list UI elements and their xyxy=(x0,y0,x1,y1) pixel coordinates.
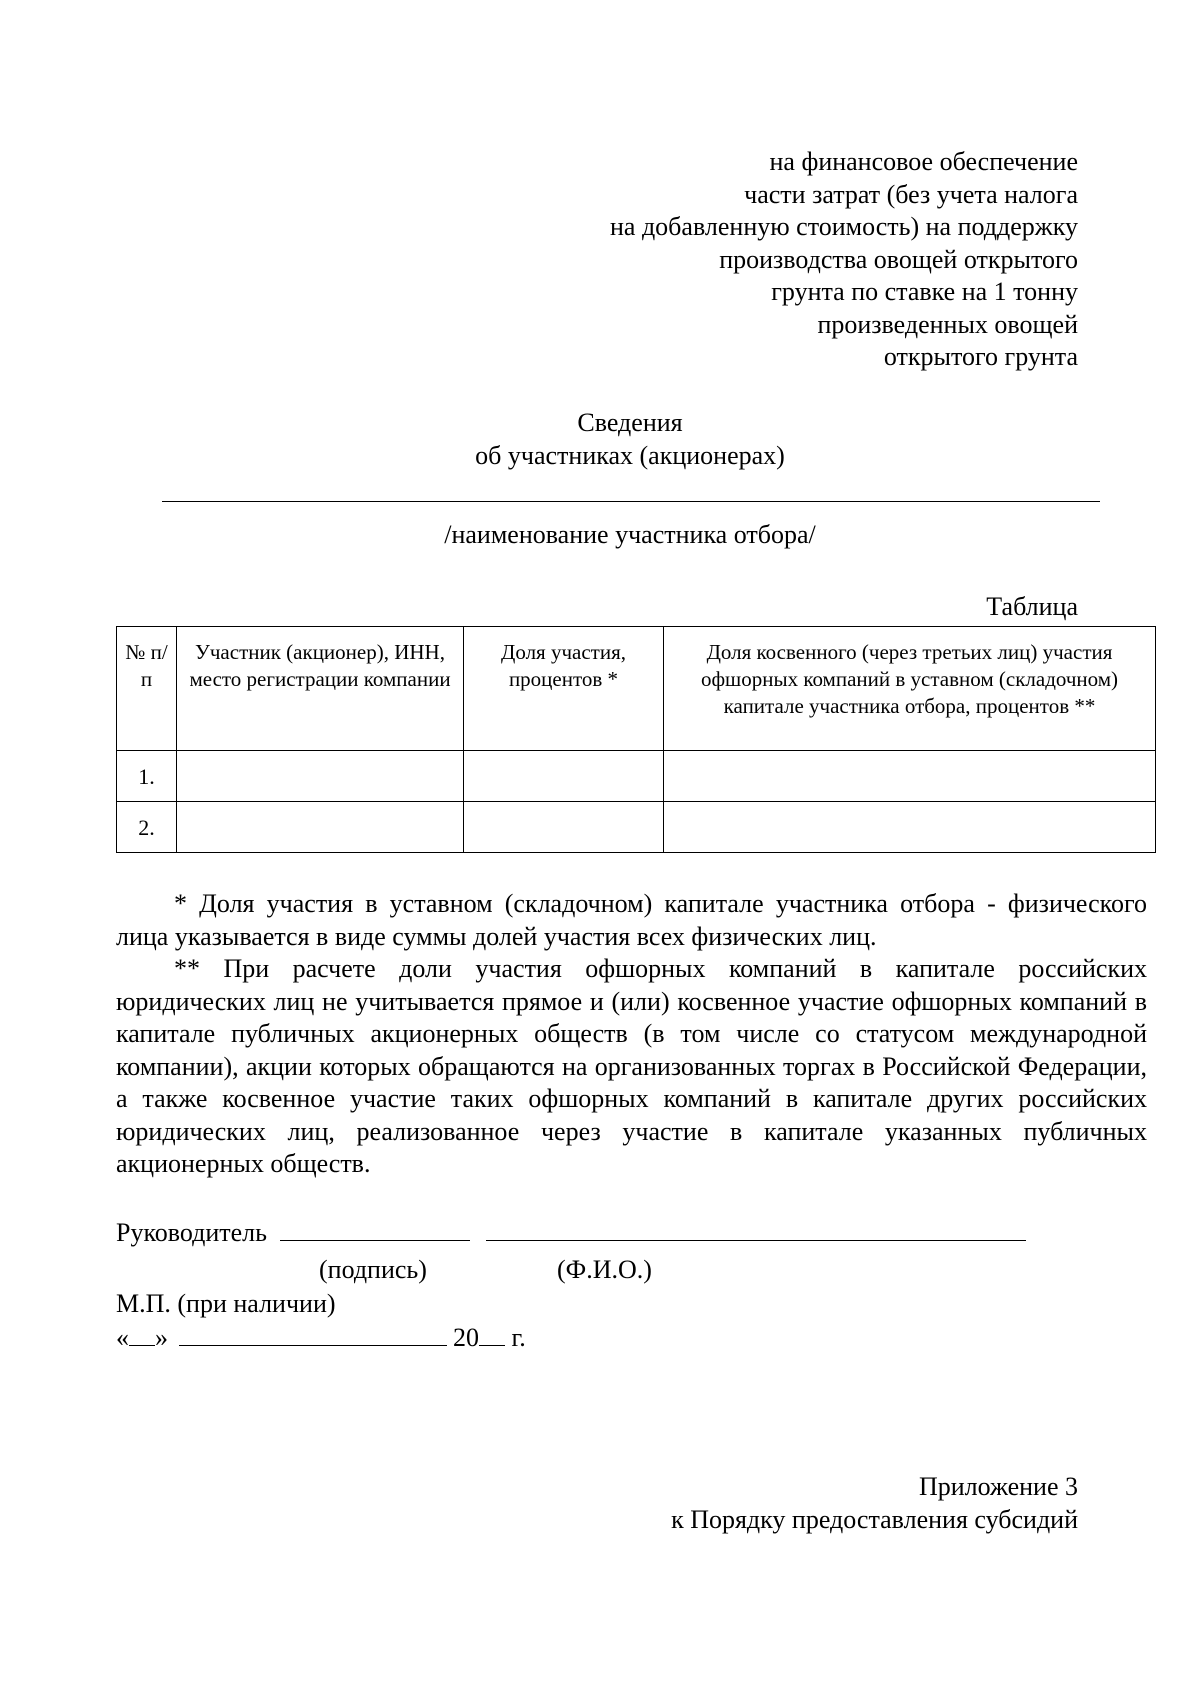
signature-caption: (подпись) xyxy=(319,1255,427,1284)
share-cell xyxy=(464,802,664,853)
year-prefix: 20 xyxy=(453,1323,479,1352)
date-close-quote: » xyxy=(155,1323,168,1352)
signature-captions-row xyxy=(116,1250,1026,1287)
fio-line xyxy=(486,1216,1026,1241)
table-header-row xyxy=(117,627,1156,751)
stamp-label: М.П. (при наличии) xyxy=(116,1289,336,1318)
column-header-participant: Участник (акционер), ИНН, место регистрации компании xyxy=(177,627,464,751)
header-line: на добавленную стоимость) на поддержку xyxy=(610,212,1078,241)
share-cell xyxy=(464,751,664,802)
header-line: грунта по ставке на 1 тонну xyxy=(771,277,1078,306)
footnote-2: ** При расчете доли участия офшорных компаний в капитале российских юридических лиц не учитывается прямое и (или) косвенное участие офшорных компаний в капитале публичных акционерных обществ (в том числе со статусом международной компании), акции которых обращаются на организованных торгах в Российской Федерации, а также косвенное участие таких офшорных компаний в капитале других российских юридических лиц, реализованное через участие в капитале указанных публичных акционерных обществ. xyxy=(116,954,1147,1178)
footnotes xyxy=(116,888,1147,1181)
header-line: части затрат (без учета налога xyxy=(744,179,1078,209)
participant-name-caption: /наименование участника отбора/ xyxy=(444,520,816,549)
offshore-share-cell xyxy=(664,802,1156,853)
participant-name-line xyxy=(162,501,1100,502)
header-line: открытого грунта xyxy=(883,342,1078,371)
header-line: на финансовое обеспечение xyxy=(769,147,1078,176)
document-title xyxy=(0,406,1200,472)
month-line xyxy=(179,1321,447,1346)
day-line xyxy=(129,1321,155,1346)
footnote-1: * Доля участия в уставном (складочном) капитале участника отбора - физического лица указывается в виде суммы долей участия всех физических лиц. xyxy=(116,889,1147,951)
date-open-quote: « xyxy=(116,1323,129,1352)
appendix-line-1: Приложение 3 xyxy=(918,1472,1078,1501)
shareholders-table xyxy=(116,626,1156,853)
signature-block xyxy=(116,1216,1026,1355)
year-suffix: г. xyxy=(511,1323,526,1352)
head-label: Руководитель xyxy=(116,1218,267,1247)
date-row xyxy=(116,1321,1026,1355)
title-line-1: Сведения xyxy=(577,408,683,437)
appendix-line-2: к Порядку предоставления субсидий xyxy=(671,1505,1078,1534)
year-line xyxy=(479,1321,505,1346)
column-header-share: Доля участия, процентов * xyxy=(464,627,664,751)
participant-cell xyxy=(177,802,464,853)
fio-caption: (Ф.И.О.) xyxy=(557,1255,652,1284)
table-label: Таблица xyxy=(986,592,1078,621)
participant-cell xyxy=(177,751,464,802)
table-row xyxy=(117,802,1156,853)
column-header-number: № п/п xyxy=(117,627,177,751)
column-header-offshore-share: Доля косвенного (через третьих лиц) участия офшорных компаний в уставном (складочном) капитале участника отбора, процентов ** xyxy=(664,627,1156,751)
title-line-2: об участниках (акционерах) xyxy=(475,441,785,470)
signature-line xyxy=(280,1216,470,1241)
row-number-cell: 1. xyxy=(117,751,177,802)
header-line: произведенных овощей xyxy=(817,309,1078,339)
header-addressee-block xyxy=(610,146,1078,374)
appendix-heading xyxy=(671,1470,1078,1536)
row-number-cell: 2. xyxy=(117,802,177,853)
header-line: производства овощей открытого xyxy=(719,244,1078,274)
table-row xyxy=(117,751,1156,802)
head-signature-row xyxy=(116,1216,1026,1250)
stamp-row xyxy=(116,1287,1026,1321)
offshore-share-cell xyxy=(664,751,1156,802)
